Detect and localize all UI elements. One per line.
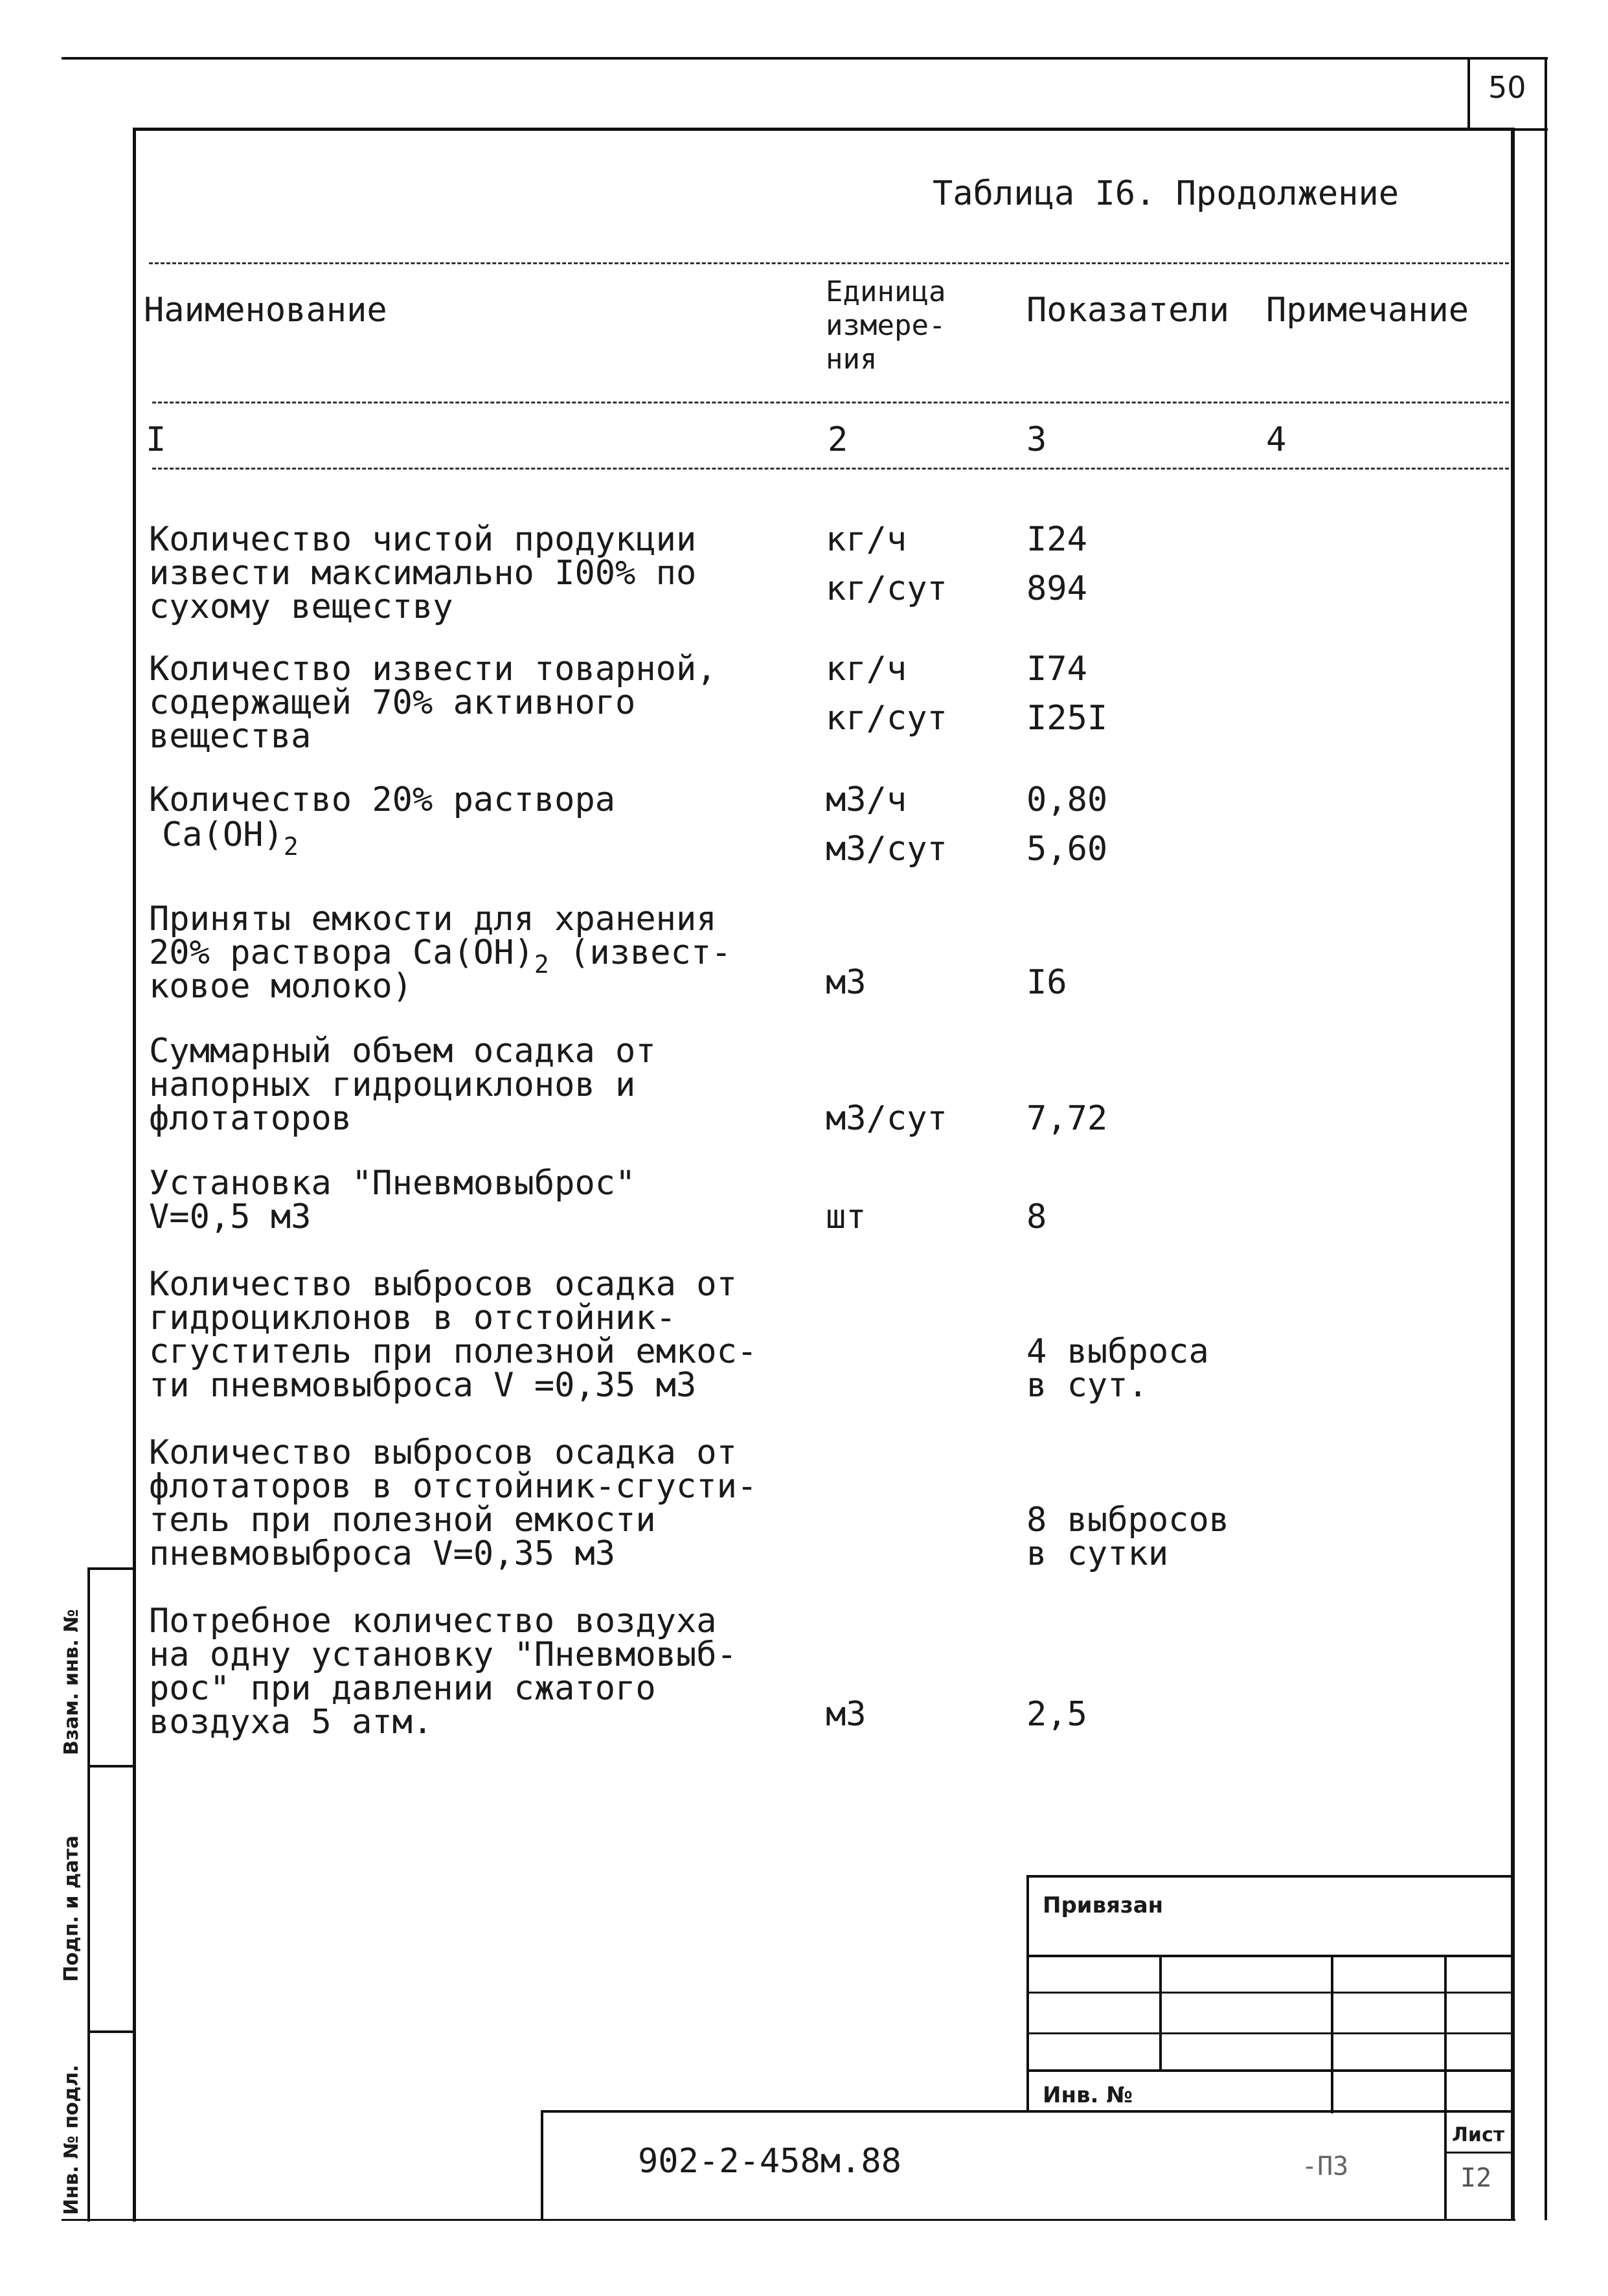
row-4-value-1: I6 [1026,963,1067,1002]
row-4-formula: 20% раствора Ca(OH) [149,933,534,972]
row-2-name-line-2: содержащей 70% активного [149,683,636,722]
row-8-name-line-1: Количество выбросов осадка от [149,1433,737,1472]
row-7-name-line-4: ти пневмовыброса V =0,35 м3 [149,1366,697,1405]
side-strip-divider-3 [87,2030,134,2033]
row-9-unit-1: м3 [826,1695,866,1734]
row-6-value-1: 8 [1026,1198,1047,1236]
stamp-col-line-2 [1331,1955,1333,2113]
row-5-name-line-3: флотаторов [149,1099,352,1138]
header-note: Примечание [1266,291,1469,330]
sheet-label: Лист [1452,2124,1505,2146]
header-unit-2: измере- [826,309,946,342]
stamp-col-line-1 [1159,1955,1162,2071]
title-block-sheet-line [1444,2110,1447,2220]
stamp-row-line-1 [1026,1955,1512,1957]
row-1-value-2: 894 [1026,569,1087,608]
row-3-formula-subscript: 2 [283,832,299,861]
row-1-value-1: I24 [1026,520,1087,559]
row-1-name-line-1: Количество чистой продукции [149,520,697,559]
stamp-row-line-3 [1026,2032,1512,2034]
table-title: Таблица I6. Продолжение [933,174,1399,213]
header-mid-rule [152,402,1509,404]
column-number-1: I [146,420,166,459]
row-3-name-line-2 [162,817,299,864]
frame-top-line [133,128,1514,131]
row-5-name-line-1: Суммарный объем осадка от [149,1032,656,1071]
column-number-3: 3 [1026,420,1047,459]
row-2-value-1: I74 [1026,650,1087,688]
frame-right-line [1511,128,1515,2220]
stamp-row-line-4 [1026,2069,1512,2072]
row-2-value-2: I25I [1026,699,1108,738]
row-3-name-line-1: Количество 20% раствора [149,780,616,819]
header-values: Показатели [1026,291,1230,330]
stamp-col-line-3 [1444,1955,1447,2113]
row-7-name-line-2: гидроциклонов в отстойник- [149,1299,676,1337]
row-4-formula-subscript: 2 [534,950,549,979]
stamp-inv-no: Инв. № [1043,2082,1133,2108]
row-7-value-2: в сут. [1026,1366,1148,1405]
frame-bottom-line [62,2219,1515,2221]
row-2-name-line-1: Количество извести товарной, [149,650,717,688]
header-unit-1: Единица [826,275,946,308]
row-1-unit-1: кг/ч [826,520,907,559]
sheet-number: I2 [1460,2163,1492,2193]
row-8-name-line-3: тель при полезной емкости [149,1501,656,1540]
side-strip-divider-2 [87,1765,134,1767]
row-7-value-1: 4 выброса [1026,1332,1209,1371]
header-top-rule [149,262,1509,264]
row-3-value-1: 0,80 [1026,780,1108,819]
row-1-unit-2: кг/сут [826,569,947,608]
side-strip-divider-1 [87,1567,134,1570]
row-4-formula-tail: (извест- [549,933,732,972]
top-border-line [62,57,1548,60]
column-number-2: 2 [828,420,848,459]
row-6-unit-1: шт [826,1198,866,1236]
row-6-name-line-1: Установка "Пневмовыброс" [149,1164,636,1203]
stamp-row-line-2 [1026,1992,1512,1994]
row-3-value-2: 5,60 [1026,830,1108,869]
row-2-name-line-3: вещества [149,717,311,756]
row-7-name-line-3: сгуститель при полезной емкос- [149,1332,758,1371]
row-3-formula: Ca(OH) [162,815,284,854]
row-6-name-line-2: V=0,5 м3 [149,1198,311,1236]
stamp-privyazan: Привязан [1043,1892,1164,1918]
sheet-mark: -ПЗ [1302,2152,1349,2181]
row-8-value-2: в сутки [1026,1534,1169,1573]
row-8-name-line-4: пневмовыброса V=0,35 м3 [149,1534,616,1573]
row-9-name-line-1: Потребное количество воздуха [149,1602,717,1641]
row-5-value-1: 7,72 [1026,1099,1108,1138]
row-3-unit-1: м3/ч [826,780,907,819]
row-2-unit-2: кг/сут [826,699,947,738]
row-5-name-line-2: напорных гидроциклонов и [149,1065,636,1104]
side-label-inv-podl: Инв. № подл. [60,2064,83,2215]
frame-right-outer-line [1545,57,1547,2220]
title-block-left-line [541,2110,543,2220]
side-strip-line [87,1567,90,2222]
title-block-top-line [541,2110,1512,2113]
header-bottom-rule [152,468,1509,470]
row-2-unit-1: кг/ч [826,650,907,688]
document-code: 902-2-458м.88 [638,2142,901,2181]
row-4-unit-1: м3 [826,963,866,1002]
side-label-vzam: Взам. инв. № [60,1609,83,1755]
column-number-4: 4 [1266,420,1287,459]
row-5-unit-1: м3/сут [826,1099,947,1138]
row-9-name-line-4: воздуха 5 атм. [149,1703,433,1742]
header-name: Наименование [144,291,387,330]
row-7-name-line-1: Количество выбросов осадка от [149,1265,737,1304]
row-8-value-1: 8 выбросов [1026,1501,1230,1540]
page-number: 50 [1488,70,1526,105]
side-label-podp: Подп. и дата [60,1835,83,1982]
frame-left-line [133,130,136,2222]
row-9-name-line-3: рос" при давлении сжатого [149,1669,656,1708]
row-1-name-line-3: сухому веществу [149,587,453,626]
row-3-unit-2: м3/сут [826,830,947,869]
row-8-name-line-2: флотаторов в отстойник-сгусти- [149,1467,758,1506]
header-unit-3: ния [826,343,878,376]
row-1-name-line-2: извести максимально I00% по [149,554,697,593]
row-4-name-line-3: ковое молоко) [149,967,413,1006]
stamp-top-line [1026,1875,1512,1878]
row-9-name-line-2: на одну установку "Пневмовыб- [149,1635,737,1674]
row-4-name-line-1: Приняты емкости для хранения [149,900,717,938]
row-9-value-1: 2,5 [1026,1695,1087,1734]
